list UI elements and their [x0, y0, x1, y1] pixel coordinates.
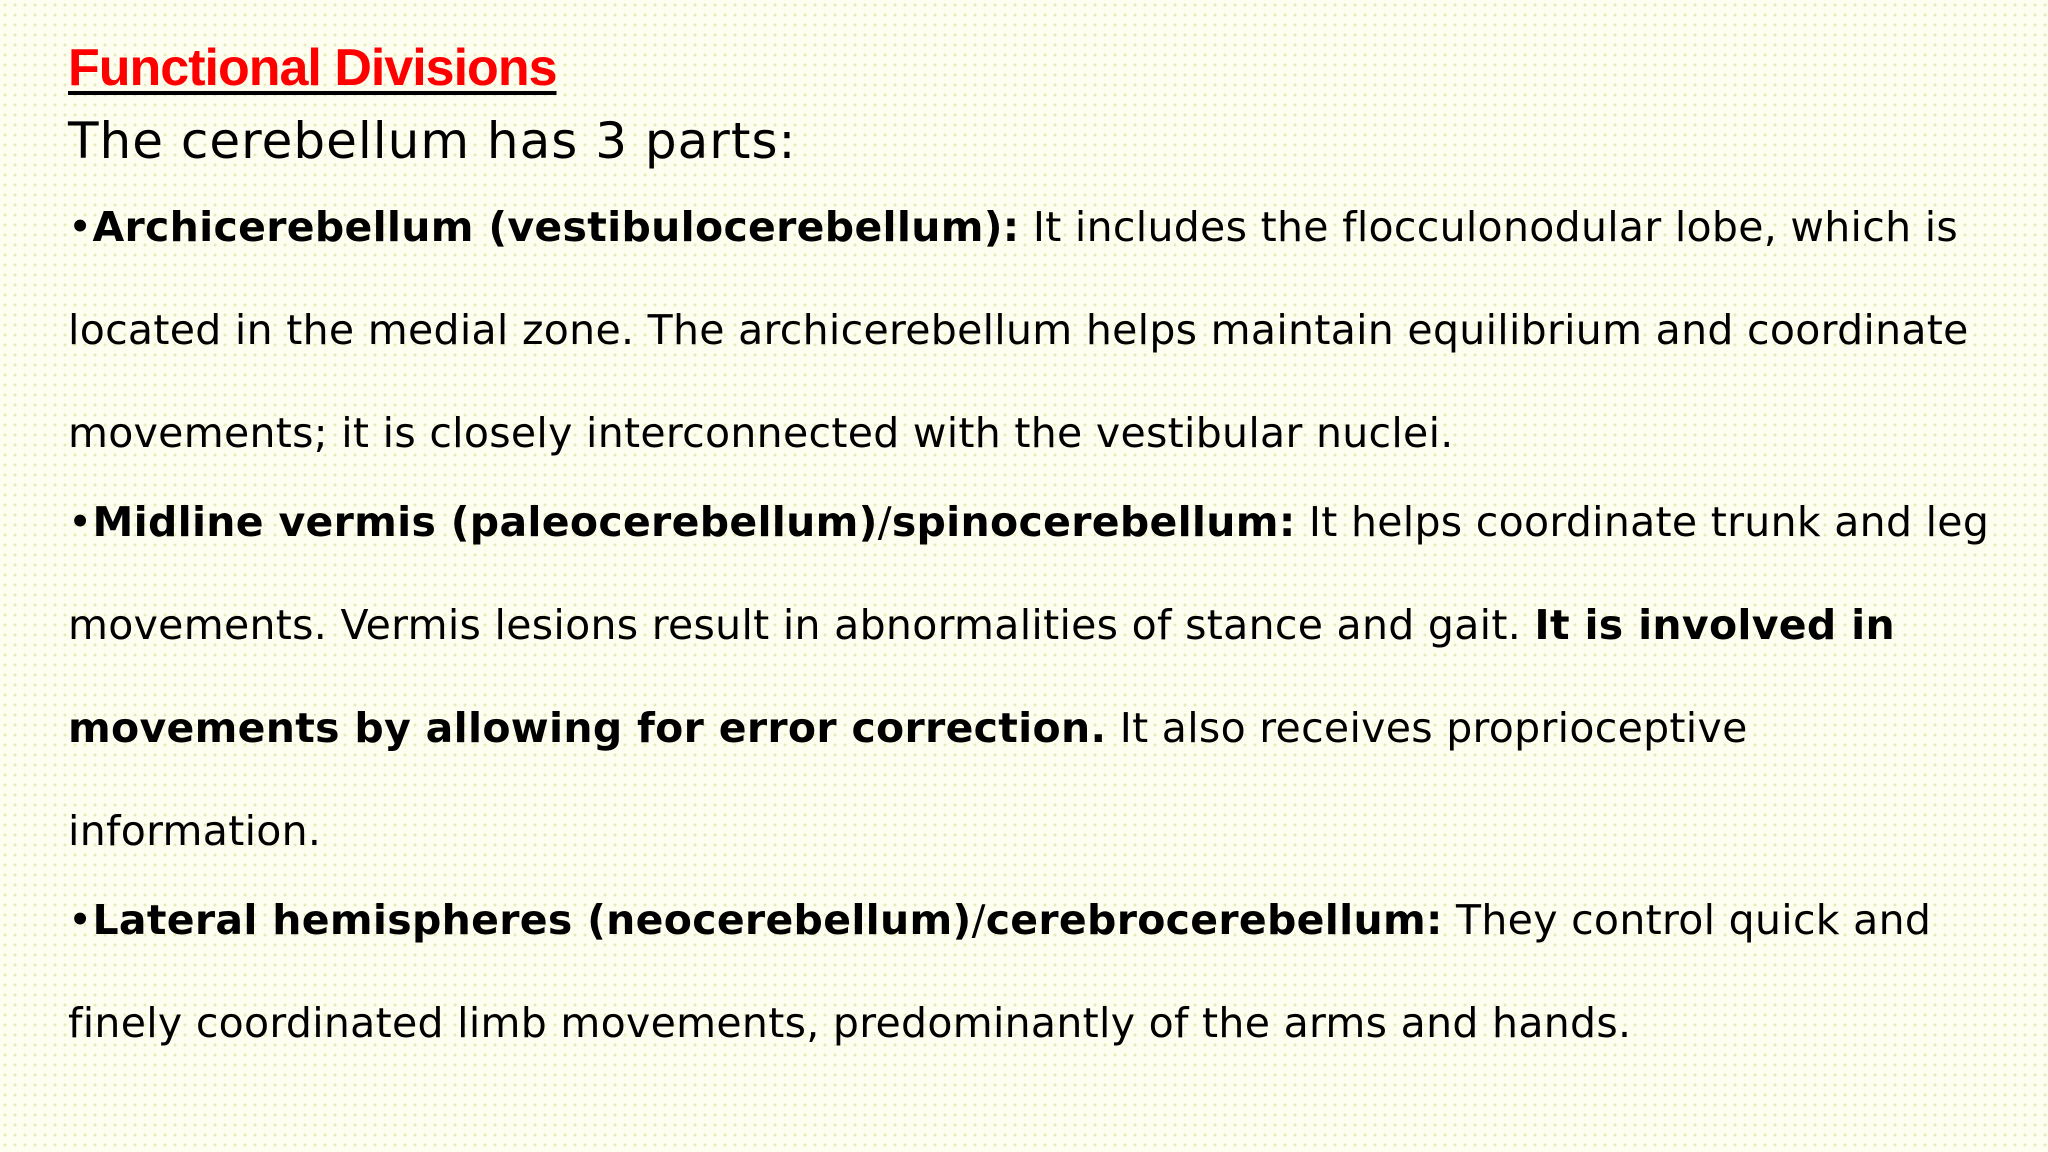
- bullet-term: Lateral hemispheres (neocerebellum): [92, 896, 972, 944]
- bullet-body-secondary: It also receives proprioceptive information.: [68, 704, 1748, 855]
- bullet-term: Archicerebellum (vestibulocerebellum):: [92, 203, 1020, 251]
- bullet-body: It includes the flocculonodular lobe, which is located in the medial zone. The archicerebellum helps maintain equilibrium and coordinate movements; it is closely interconnected with the vestibular nuclei.: [68, 203, 1969, 457]
- bullet-cerebrocerebellum: [68, 869, 1998, 1075]
- bullet-separator: /: [971, 896, 986, 944]
- bullet-archicerebellum: [68, 176, 1998, 485]
- bullet-term: Midline vermis (paleocerebellum): [92, 498, 878, 546]
- bullet-marker: •: [68, 896, 93, 944]
- slide-intro: The cerebellum has 3 parts:: [68, 112, 797, 170]
- bullet-separator: /: [877, 498, 892, 546]
- bullet-colon: :: [1278, 498, 1296, 546]
- bullet-marker: •: [68, 203, 93, 251]
- bullet-emphasis: It is involved in movements by allowing for error correction.: [68, 601, 1895, 752]
- bullet-body: They control quick and finely coordinated limb movements, predominantly of the arms and hands.: [68, 896, 1932, 1047]
- slide-content: [68, 30, 1998, 1075]
- bullet-marker: •: [68, 498, 93, 546]
- bullet-spinocerebellum: [68, 471, 1998, 883]
- bullet-body: It helps coordinate trunk and leg movements. Vermis lesions result in abnormalities of stance and gait.: [68, 498, 1990, 649]
- slide-title: Functional Divisions: [68, 39, 557, 97]
- bullet-term-secondary: spinocerebellum: [891, 498, 1279, 546]
- bullet-term-secondary: cerebrocerebellum: [985, 896, 1426, 944]
- bullet-colon: :: [1426, 896, 1443, 944]
